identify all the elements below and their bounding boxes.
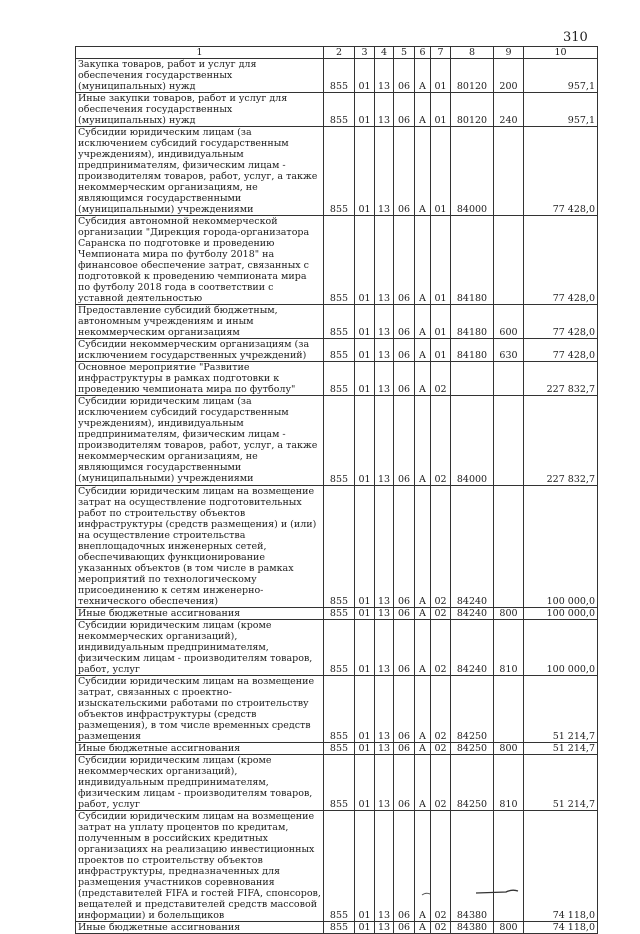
header-cell: 1 xyxy=(76,47,324,59)
row-code-7: 01 xyxy=(431,339,451,362)
row-code-6: А xyxy=(415,486,431,608)
row-code-6: А xyxy=(415,93,431,127)
row-code-8: 84000 xyxy=(451,127,494,216)
row-code-4: 13 xyxy=(375,59,394,93)
row-code-3: 01 xyxy=(355,922,375,934)
row-code-5: 06 xyxy=(394,362,415,396)
header-cell: 3 xyxy=(355,47,375,59)
row-code-6: А xyxy=(415,396,431,486)
row-code-8: 84240 xyxy=(451,486,494,608)
row-code-9 xyxy=(494,676,524,743)
row-code-5: 06 xyxy=(394,396,415,486)
row-code-5: 06 xyxy=(394,922,415,934)
row-code-4: 13 xyxy=(375,743,394,755)
row-description: Предоставление субсидий бюджетным, автономным учреждениям и иным некоммерческим организациям xyxy=(76,305,324,339)
table-row xyxy=(76,486,598,608)
header-cell: 7 xyxy=(431,47,451,59)
row-code-7: 02 xyxy=(431,620,451,676)
row-code-9: 810 xyxy=(494,620,524,676)
row-code-6: А xyxy=(415,676,431,743)
row-code-9: 630 xyxy=(494,339,524,362)
table-row xyxy=(76,127,598,216)
row-code-8: 84180 xyxy=(451,339,494,362)
row-code-3: 01 xyxy=(355,362,375,396)
row-code-4: 13 xyxy=(375,216,394,305)
table-row xyxy=(76,676,598,743)
header-cell: 5 xyxy=(394,47,415,59)
header-cell: 2 xyxy=(324,47,355,59)
row-code-3: 01 xyxy=(355,93,375,127)
row-code-9: 810 xyxy=(494,755,524,811)
row-code-9: 240 xyxy=(494,93,524,127)
table-row xyxy=(76,216,598,305)
row-code-6: А xyxy=(415,305,431,339)
row-code-2: 855 xyxy=(324,676,355,743)
row-code-6: А xyxy=(415,743,431,755)
row-amount: 51 214,7 xyxy=(524,676,598,743)
row-code-7: 02 xyxy=(431,922,451,934)
row-amount: 100 000,0 xyxy=(524,486,598,608)
row-code-8: 84250 xyxy=(451,676,494,743)
row-code-3: 01 xyxy=(355,216,375,305)
row-code-4: 13 xyxy=(375,755,394,811)
row-amount: 77 428,0 xyxy=(524,216,598,305)
row-code-9 xyxy=(494,127,524,216)
row-amount: 74 118,0 xyxy=(524,811,598,922)
header-cell: 6 xyxy=(415,47,431,59)
row-code-2: 855 xyxy=(324,396,355,486)
row-code-2: 855 xyxy=(324,59,355,93)
row-code-3: 01 xyxy=(355,127,375,216)
row-code-2: 855 xyxy=(324,743,355,755)
row-code-2: 855 xyxy=(324,305,355,339)
row-description: Субсидии юридическим лицам (кроме некоммерческих организаций), индивидуальным предпринимателям, физическим лицам - производителям товаров, работ, услуг xyxy=(76,755,324,811)
row-code-5: 06 xyxy=(394,608,415,620)
row-code-5: 06 xyxy=(394,755,415,811)
row-description: Иные бюджетные ассигнования xyxy=(76,743,324,755)
row-amount: 227 832,7 xyxy=(524,362,598,396)
row-description: Основное мероприятие "Развитие инфраструктуры в рамках подготовки к проведению чемпионата мира по футболу" xyxy=(76,362,324,396)
row-code-7: 01 xyxy=(431,93,451,127)
row-code-8: 84240 xyxy=(451,620,494,676)
row-code-4: 13 xyxy=(375,362,394,396)
row-amount: 957,1 xyxy=(524,59,598,93)
row-code-4: 13 xyxy=(375,339,394,362)
row-code-8: 80120 xyxy=(451,93,494,127)
row-code-4: 13 xyxy=(375,922,394,934)
row-code-8: 80120 xyxy=(451,59,494,93)
row-description: Закупка товаров, работ и услуг для обеспечения государственных (муниципальных) нужд xyxy=(76,59,324,93)
row-description: Иные бюджетные ассигнования xyxy=(76,608,324,620)
signature-marks xyxy=(380,885,580,901)
row-code-5: 06 xyxy=(394,93,415,127)
table-row xyxy=(76,620,598,676)
row-code-9 xyxy=(494,486,524,608)
row-code-9: 800 xyxy=(494,608,524,620)
row-code-8: 84380 xyxy=(451,811,494,922)
header-cell: 9 xyxy=(494,47,524,59)
row-code-3: 01 xyxy=(355,811,375,922)
row-code-4: 13 xyxy=(375,486,394,608)
row-code-5: 06 xyxy=(394,486,415,608)
row-code-4: 13 xyxy=(375,676,394,743)
table-row xyxy=(76,339,598,362)
row-code-5: 06 xyxy=(394,676,415,743)
row-code-6: А xyxy=(415,362,431,396)
row-code-9: 600 xyxy=(494,305,524,339)
table-row xyxy=(76,59,598,93)
row-code-9 xyxy=(494,396,524,486)
row-code-2: 855 xyxy=(324,127,355,216)
row-code-2: 855 xyxy=(324,811,355,922)
row-code-7: 01 xyxy=(431,127,451,216)
row-code-8: 84000 xyxy=(451,396,494,486)
row-code-9 xyxy=(494,216,524,305)
row-code-6: А xyxy=(415,608,431,620)
row-code-4: 13 xyxy=(375,396,394,486)
row-code-2: 855 xyxy=(324,608,355,620)
row-code-5: 06 xyxy=(394,59,415,93)
row-code-7: 02 xyxy=(431,396,451,486)
table-row xyxy=(76,93,598,127)
row-code-7: 02 xyxy=(431,811,451,922)
row-code-2: 855 xyxy=(324,362,355,396)
row-code-2: 855 xyxy=(324,216,355,305)
row-amount: 957,1 xyxy=(524,93,598,127)
row-code-9: 200 xyxy=(494,59,524,93)
header-row xyxy=(76,47,598,59)
row-description: Субсидии юридическим лицам (за исключением субсидий государственным учреждениям), индивидуальным предпринимателям, физическим лицам - производителям товаров, работ, услуг, а также некоммерческим организациям, не являющимся государственными (муниципальными) учреждениями xyxy=(76,127,324,216)
row-code-3: 01 xyxy=(355,486,375,608)
row-code-3: 01 xyxy=(355,676,375,743)
row-code-6: А xyxy=(415,59,431,93)
table-row xyxy=(76,305,598,339)
row-code-3: 01 xyxy=(355,339,375,362)
row-code-5: 06 xyxy=(394,620,415,676)
row-code-4: 13 xyxy=(375,127,394,216)
row-code-6: А xyxy=(415,755,431,811)
row-code-8: 84250 xyxy=(451,743,494,755)
header-cell: 10 xyxy=(524,47,598,59)
row-amount: 77 428,0 xyxy=(524,127,598,216)
row-code-3: 01 xyxy=(355,755,375,811)
row-code-5: 06 xyxy=(394,216,415,305)
row-code-7: 02 xyxy=(431,743,451,755)
row-code-3: 01 xyxy=(355,59,375,93)
row-code-2: 855 xyxy=(324,486,355,608)
header-cell: 8 xyxy=(451,47,494,59)
table-row xyxy=(76,362,598,396)
row-code-7: 01 xyxy=(431,216,451,305)
row-code-8: 84180 xyxy=(451,305,494,339)
row-code-7: 02 xyxy=(431,362,451,396)
row-code-4: 13 xyxy=(375,305,394,339)
row-description: Иные бюджетные ассигнования xyxy=(76,922,324,934)
page-number: 310 xyxy=(563,30,588,45)
row-code-3: 01 xyxy=(355,608,375,620)
row-description: Субсидия автономной некоммерческой организации "Дирекция города-организатора Саранска по подготовке и проведению Чемпионата мира по футболу 2018" на финансовое обеспечение затрат, связанных с подготовкой к проведению чемпионата мира по футболу 2018 года в соответствии с уставной деятельностью xyxy=(76,216,324,305)
row-code-5: 06 xyxy=(394,339,415,362)
row-code-8: 84380 xyxy=(451,922,494,934)
row-code-3: 01 xyxy=(355,743,375,755)
table-row xyxy=(76,396,598,486)
row-code-2: 855 xyxy=(324,339,355,362)
table-row xyxy=(76,755,598,811)
row-amount: 100 000,0 xyxy=(524,608,598,620)
table-row xyxy=(76,743,598,755)
row-amount: 77 428,0 xyxy=(524,305,598,339)
row-code-8 xyxy=(451,362,494,396)
row-code-8: 84180 xyxy=(451,216,494,305)
row-code-4: 13 xyxy=(375,620,394,676)
row-code-7: 02 xyxy=(431,608,451,620)
table-row xyxy=(76,922,598,934)
row-description: Субсидии юридическим лицам (кроме некоммерческих организаций), индивидуальным предпринимателям, физическим лицам - производителям товаров, работ, услуг xyxy=(76,620,324,676)
row-code-7: 01 xyxy=(431,305,451,339)
row-code-7: 02 xyxy=(431,755,451,811)
row-code-6: А xyxy=(415,339,431,362)
row-code-6: А xyxy=(415,811,431,922)
row-code-2: 855 xyxy=(324,755,355,811)
row-code-6: А xyxy=(415,922,431,934)
row-code-3: 01 xyxy=(355,396,375,486)
row-code-3: 01 xyxy=(355,305,375,339)
row-amount: 100 000,0 xyxy=(524,620,598,676)
row-description: Субсидии юридическим лицам на возмещение затрат на осуществление подготовительных работ по строительству объектов инфраструктуры (средств размещения) и (или) на осуществление строительства внеплощадочных инженерных сетей, обеспечивающих функционирование указанных объектов (в том числе в рамках мероприятий по технологическому присоединению к сетям инженерно-технического обеспечения) xyxy=(76,486,324,608)
row-code-6: А xyxy=(415,216,431,305)
row-code-7: 02 xyxy=(431,486,451,608)
row-code-6: А xyxy=(415,127,431,216)
row-description: Субсидии юридическим лицам на возмещение затрат на уплату процентов по кредитам, полученным в российских кредитных организациях на реализацию инвестиционных проектов по строительству объектов инфраструктуры, предназначенных для размещения участников соревнования (представителей FIFA и гостей FIFA, спонсоров, вещателей и представителей средств массовой информации) и болельщиков xyxy=(76,811,324,922)
row-code-4: 13 xyxy=(375,93,394,127)
row-amount: 51 214,7 xyxy=(524,743,598,755)
row-code-8: 84250 xyxy=(451,755,494,811)
row-code-4: 13 xyxy=(375,811,394,922)
row-code-8: 84240 xyxy=(451,608,494,620)
row-amount: 51 214,7 xyxy=(524,755,598,811)
row-code-5: 06 xyxy=(394,743,415,755)
row-amount: 74 118,0 xyxy=(524,922,598,934)
row-code-3: 01 xyxy=(355,620,375,676)
row-code-2: 855 xyxy=(324,620,355,676)
row-code-9: 800 xyxy=(494,743,524,755)
row-description: Субсидии юридическим лицам на возмещение затрат, связанных с проектно-изыскательскими работами по строительству объектов инфраструктуры (средств размещения), в том числе временных средств размещения xyxy=(76,676,324,743)
row-code-6: А xyxy=(415,620,431,676)
row-code-9: 800 xyxy=(494,922,524,934)
header-cell: 4 xyxy=(375,47,394,59)
row-code-2: 855 xyxy=(324,93,355,127)
row-code-7: 01 xyxy=(431,59,451,93)
row-code-2: 855 xyxy=(324,922,355,934)
row-description: Субсидии юридическим лицам (за исключением субсидий государственным учреждениям), индивидуальным предпринимателям, физическим лицам - производителям товаров, работ, услуг, а также некоммерческим организациям, не являющимся государственными (муниципальными) учреждениями xyxy=(76,396,324,486)
row-description: Субсидии некоммерческим организациям (за исключением государственных учреждений) xyxy=(76,339,324,362)
row-code-9 xyxy=(494,362,524,396)
row-code-7: 02 xyxy=(431,676,451,743)
row-amount: 77 428,0 xyxy=(524,339,598,362)
row-amount: 227 832,7 xyxy=(524,396,598,486)
row-code-4: 13 xyxy=(375,608,394,620)
row-code-5: 06 xyxy=(394,305,415,339)
row-description: Иные закупки товаров, работ и услуг для обеспечения государственных (муниципальных) нужд xyxy=(76,93,324,127)
row-code-5: 06 xyxy=(394,811,415,922)
table-row xyxy=(76,608,598,620)
budget-table xyxy=(75,46,598,934)
row-code-5: 06 xyxy=(394,127,415,216)
